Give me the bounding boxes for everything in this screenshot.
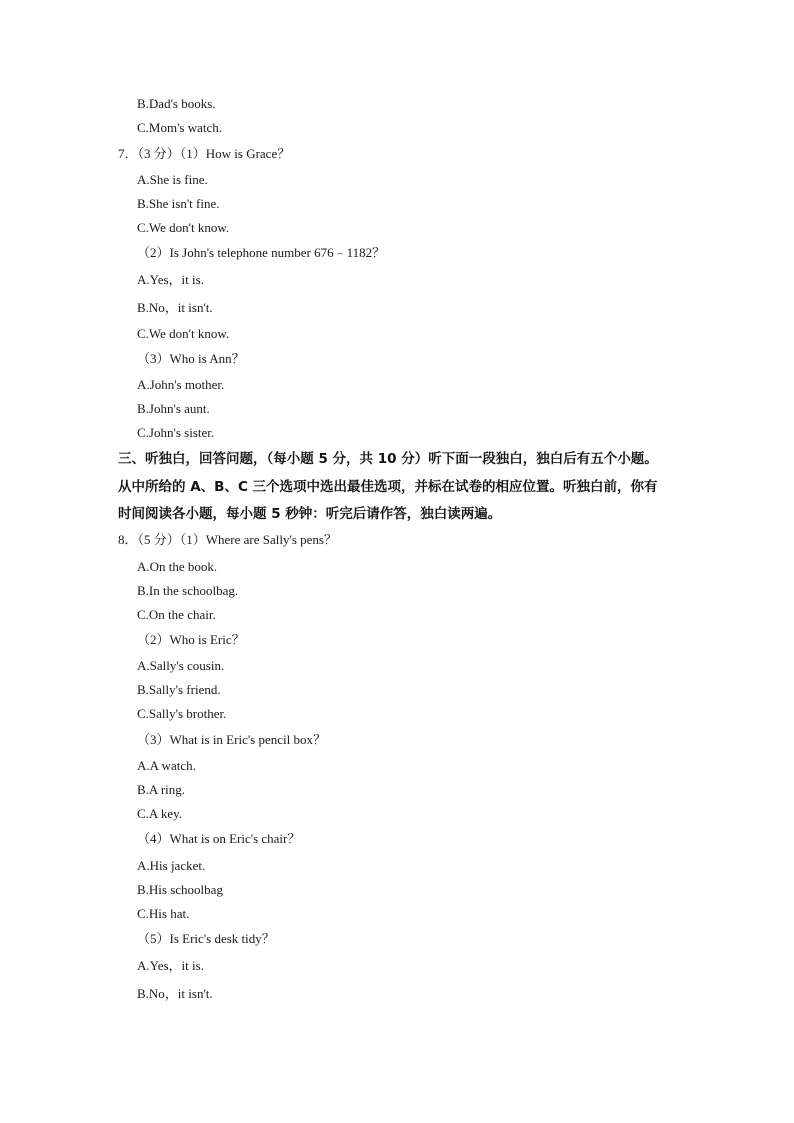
question-7-header: 7．（3 分）（1）How is Grace？	[118, 146, 291, 161]
q7-2-option-c: C.We don't know.	[137, 326, 230, 341]
q7-2-option-b: B.No，it isn't.	[137, 300, 213, 315]
q7-3-option-c: C.John's sister.	[137, 425, 215, 440]
q8-2-option-c: C.Sally's brother.	[137, 706, 227, 721]
q7-1-option-c: C.We don't know.	[137, 220, 230, 235]
q8-1-option-c: C.On the chair.	[137, 607, 216, 622]
q8-3-option-b: B.A ring.	[137, 782, 186, 797]
q7-subquestion-3: （3）Who is Ann？	[137, 351, 245, 366]
option-b: B.Dad's books.	[137, 96, 216, 111]
q8-3-option-c: C.A key.	[137, 806, 183, 821]
q8-5-option-a: A.Yes，it is.	[137, 958, 204, 973]
q8-5-option-b: B.No，it isn't.	[137, 986, 213, 1001]
section-3-instructions-line-2: 从中所给的 A、B、C 三个选项中选出最佳选项，并标在试卷的相应位置。听独白前，你有	[118, 479, 658, 495]
q8-subquestion-3: （3）What is in Eric's pencil box？	[137, 732, 327, 747]
q8-1-option-b: B.In the schoolbag.	[137, 583, 239, 598]
q7-1-option-b: B.She isn't fine.	[137, 196, 220, 211]
section-3-instructions-line-1: 三、听独白，回答问题，（每小题 5 分，共 10 分）听下面一段独白，独白后有五个小题。	[118, 451, 658, 467]
section-3-instructions-line-3: 时间阅读各小题，每小题 5 秒钟：听完后请作答，独白读两遍。	[118, 506, 502, 522]
q7-subquestion-2: （2）Is John's telephone number 676﹣1182？	[137, 245, 386, 260]
q7-1-option-a: A.She is fine.	[137, 172, 208, 187]
q8-subquestion-4: （4）What is on Eric's chair？	[137, 831, 301, 846]
q8-4-option-b: B.His schoolbag	[137, 882, 223, 897]
question-8-header: 8．（5 分）（1）Where are Sally's pens？	[118, 532, 337, 547]
q8-4-option-c: C.His hat.	[137, 906, 190, 921]
q8-subquestion-2: （2）Who is Eric？	[137, 632, 245, 647]
q7-3-option-a: A.John's mother.	[137, 377, 225, 392]
q8-4-option-a: A.His jacket.	[137, 858, 206, 873]
q8-2-option-b: B.Sally's friend.	[137, 682, 221, 697]
q7-3-option-b: B.John's aunt.	[137, 401, 210, 416]
q8-3-option-a: A.A watch.	[137, 758, 196, 773]
option-c: C.Mom's watch.	[137, 120, 223, 135]
q8-subquestion-5: （5）Is Eric's desk tidy？	[137, 931, 275, 946]
q7-2-option-a: A.Yes，it is.	[137, 272, 204, 287]
q8-1-option-a: A.On the book.	[137, 559, 218, 574]
q8-2-option-a: A.Sally's cousin.	[137, 658, 225, 673]
